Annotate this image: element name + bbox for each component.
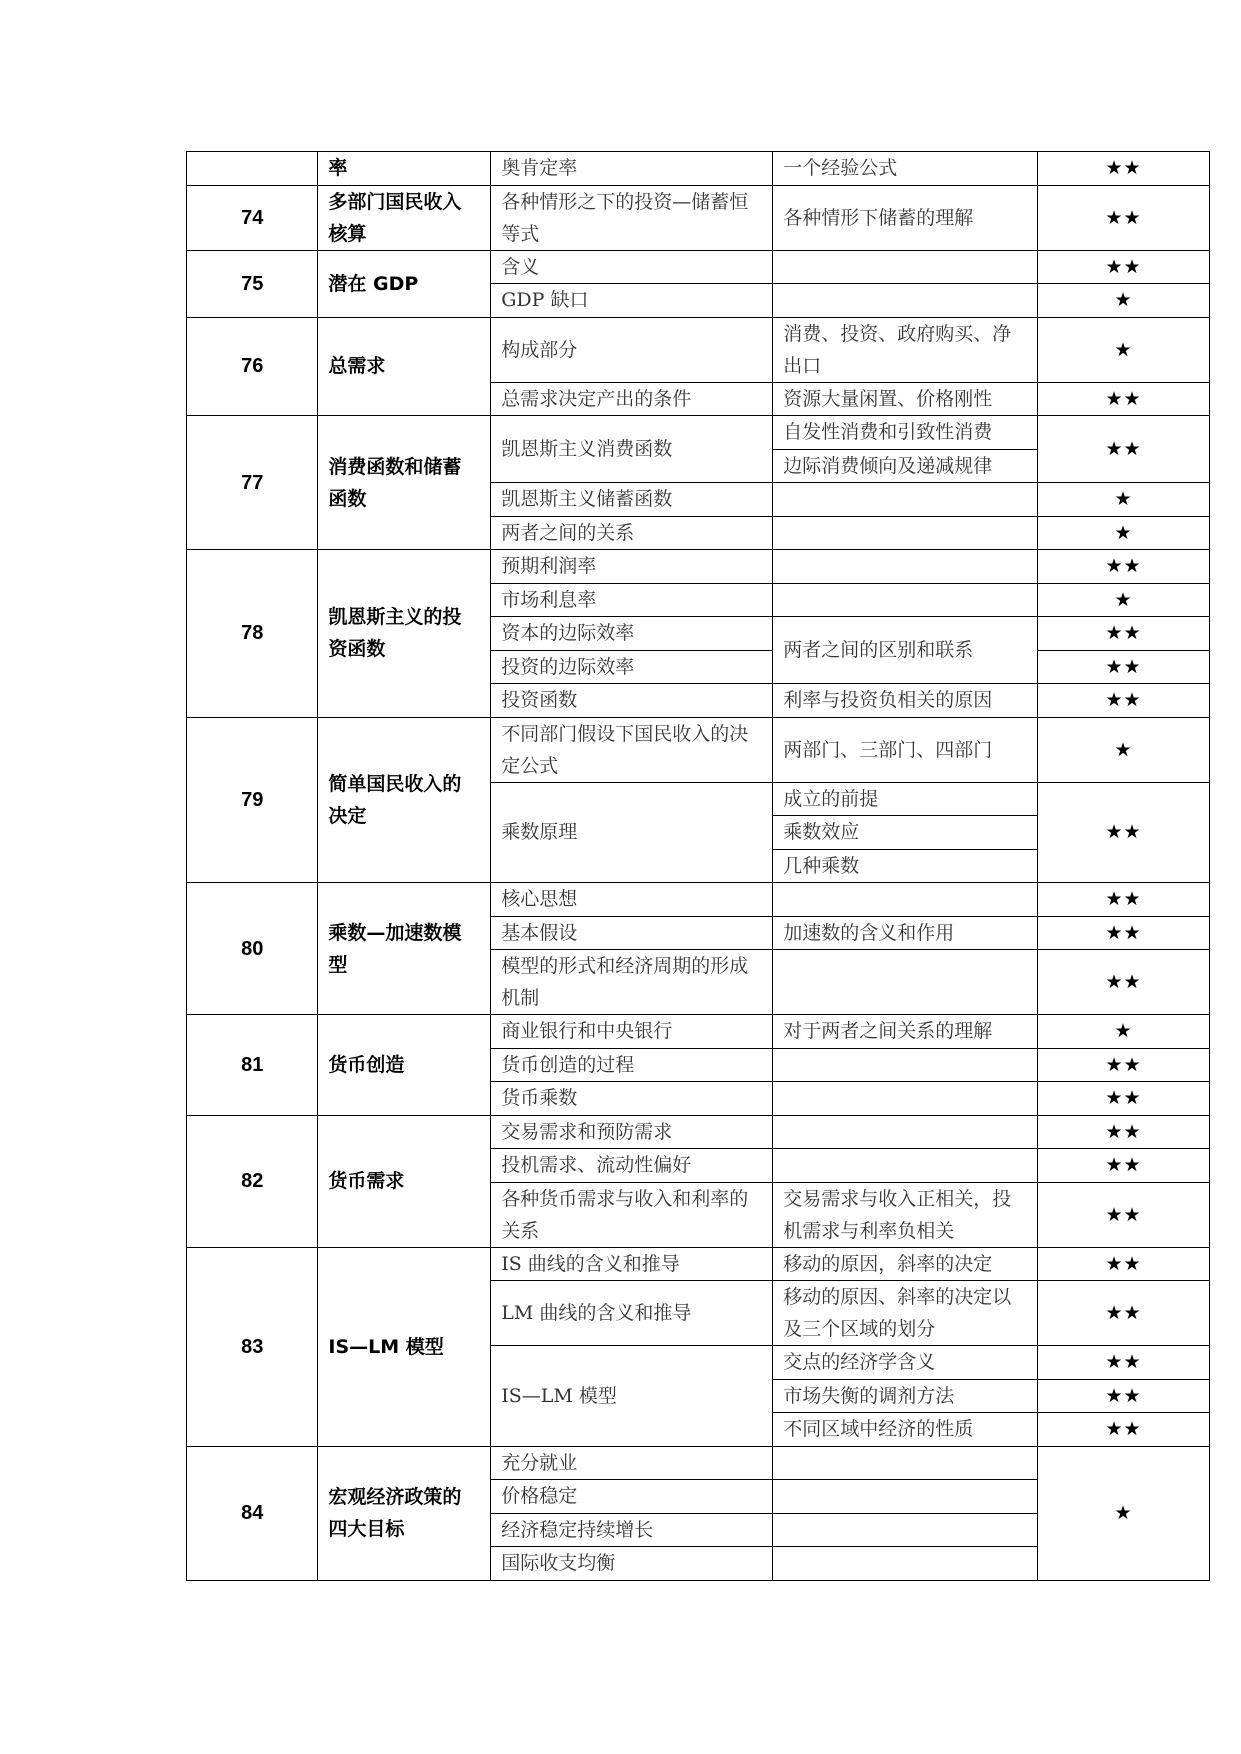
subtopic-cell: 商业银行和中央银行 bbox=[491, 1015, 773, 1049]
table-row bbox=[187, 250, 1210, 284]
subtopic-cell: 充分就业 bbox=[491, 1446, 773, 1480]
subtopic-cell: 奥肯定率 bbox=[491, 152, 773, 186]
importance-stars: ★ bbox=[1038, 516, 1210, 550]
subtopic-cell: 含义 bbox=[491, 250, 773, 284]
subtopic-cell: 交易需求和预防需求 bbox=[491, 1115, 773, 1149]
topic-cell: 货币需求 bbox=[318, 1115, 491, 1247]
table-row bbox=[187, 152, 1210, 186]
subtopic-cell: 总需求决定产出的条件 bbox=[491, 382, 773, 416]
subtopic-cell: 各种情形之下的投资—储蓄恒等式 bbox=[491, 185, 773, 250]
subtopic-cell: 凯恩斯主义消费函数 bbox=[491, 416, 773, 483]
row-number: 80 bbox=[187, 883, 318, 1015]
importance-stars: ★★ bbox=[1038, 1346, 1210, 1380]
importance-stars: ★★ bbox=[1038, 684, 1210, 718]
subtopic-cell: GDP 缺口 bbox=[491, 284, 773, 318]
importance-stars: ★★ bbox=[1038, 250, 1210, 284]
note-cell: 交易需求与收入正相关，投机需求与利率负相关 bbox=[773, 1182, 1038, 1247]
note-cell: 一个经验公式 bbox=[773, 152, 1038, 186]
importance-stars: ★★ bbox=[1038, 1379, 1210, 1413]
note-cell: 对于两者之间关系的理解 bbox=[773, 1015, 1038, 1049]
note-cell bbox=[773, 516, 1038, 550]
topic-cell: 多部门国民收入核算 bbox=[318, 185, 491, 250]
subtopic-cell: 货币创造的过程 bbox=[491, 1048, 773, 1082]
subtopic-cell: LM 曲线的含义和推导 bbox=[491, 1281, 773, 1346]
note-cell bbox=[773, 1513, 1038, 1547]
subtopic-cell: 两者之间的关系 bbox=[491, 516, 773, 550]
importance-stars: ★★ bbox=[1038, 185, 1210, 250]
note-cell: 各种情形下储蓄的理解 bbox=[773, 185, 1038, 250]
note-cell: 成立的前提 bbox=[773, 782, 1038, 816]
importance-stars: ★★ bbox=[1038, 1182, 1210, 1247]
table-row bbox=[187, 550, 1210, 584]
subtopic-cell: IS 曲线的含义和推导 bbox=[491, 1247, 773, 1281]
importance-stars: ★★ bbox=[1038, 1115, 1210, 1149]
topic-cell: 潜在 GDP bbox=[318, 250, 491, 317]
subtopic-cell: 预期利润率 bbox=[491, 550, 773, 584]
note-cell: 利率与投资负相关的原因 bbox=[773, 684, 1038, 718]
subtopic-cell: IS—LM 模型 bbox=[491, 1346, 773, 1447]
table-row bbox=[187, 1115, 1210, 1149]
importance-stars: ★★ bbox=[1038, 950, 1210, 1015]
topic-cell: 凯恩斯主义的投资函数 bbox=[318, 550, 491, 718]
note-cell bbox=[773, 883, 1038, 917]
note-cell: 乘数效应 bbox=[773, 816, 1038, 850]
importance-stars: ★★ bbox=[1038, 617, 1210, 651]
note-cell: 自发性消费和引致性消费 bbox=[773, 416, 1038, 450]
table-row bbox=[187, 1446, 1210, 1480]
importance-stars: ★★ bbox=[1038, 1281, 1210, 1346]
subtopic-cell: 核心思想 bbox=[491, 883, 773, 917]
importance-stars: ★ bbox=[1038, 317, 1210, 382]
topic-cell: 货币创造 bbox=[318, 1015, 491, 1116]
note-cell: 不同区域中经济的性质 bbox=[773, 1413, 1038, 1447]
note-cell: 边际消费倾向及递减规律 bbox=[773, 449, 1038, 483]
importance-stars: ★★ bbox=[1038, 1048, 1210, 1082]
note-cell: 两者之间的区别和联系 bbox=[773, 617, 1038, 684]
note-cell: 资源大量闲置、价格刚性 bbox=[773, 382, 1038, 416]
table-row bbox=[187, 1247, 1210, 1281]
note-cell: 移动的原因，斜率的决定 bbox=[773, 1247, 1038, 1281]
topic-cell: IS—LM 模型 bbox=[318, 1247, 491, 1446]
note-cell bbox=[773, 284, 1038, 318]
topic-cell: 率 bbox=[318, 152, 491, 186]
note-cell bbox=[773, 1082, 1038, 1116]
row-number: 82 bbox=[187, 1115, 318, 1247]
subtopic-cell: 凯恩斯主义储蓄函数 bbox=[491, 483, 773, 517]
note-cell bbox=[773, 1149, 1038, 1183]
note-cell: 几种乘数 bbox=[773, 849, 1038, 883]
importance-stars: ★ bbox=[1038, 483, 1210, 517]
importance-stars: ★★ bbox=[1038, 1413, 1210, 1447]
subtopic-cell: 各种货币需求与收入和利率的关系 bbox=[491, 1182, 773, 1247]
subtopic-cell: 资本的边际效率 bbox=[491, 617, 773, 651]
importance-stars: ★★ bbox=[1038, 782, 1210, 883]
row-number: 75 bbox=[187, 250, 318, 317]
topic-cell: 简单国民收入的决定 bbox=[318, 717, 491, 883]
row-number bbox=[187, 152, 318, 186]
importance-stars: ★★ bbox=[1038, 650, 1210, 684]
topic-cell: 总需求 bbox=[318, 317, 491, 416]
subtopic-cell: 价格稳定 bbox=[491, 1480, 773, 1514]
importance-stars: ★★ bbox=[1038, 883, 1210, 917]
importance-stars: ★★ bbox=[1038, 382, 1210, 416]
note-cell bbox=[773, 950, 1038, 1015]
table-row bbox=[187, 883, 1210, 917]
table-row bbox=[187, 416, 1210, 450]
importance-stars: ★ bbox=[1038, 1015, 1210, 1049]
note-cell bbox=[773, 1446, 1038, 1480]
importance-stars: ★★ bbox=[1038, 916, 1210, 950]
note-cell: 两部门、三部门、四部门 bbox=[773, 717, 1038, 782]
subtopic-cell: 经济稳定持续增长 bbox=[491, 1513, 773, 1547]
importance-stars: ★ bbox=[1038, 1446, 1210, 1580]
row-number: 78 bbox=[187, 550, 318, 718]
table-row bbox=[187, 1015, 1210, 1049]
note-cell bbox=[773, 1048, 1038, 1082]
subtopic-cell: 货币乘数 bbox=[491, 1082, 773, 1116]
note-cell: 加速数的含义和作用 bbox=[773, 916, 1038, 950]
subtopic-cell: 投资函数 bbox=[491, 684, 773, 718]
subtopic-cell: 基本假设 bbox=[491, 916, 773, 950]
row-number: 81 bbox=[187, 1015, 318, 1116]
note-cell bbox=[773, 583, 1038, 617]
importance-stars: ★★ bbox=[1038, 550, 1210, 584]
note-cell bbox=[773, 550, 1038, 584]
importance-stars: ★★ bbox=[1038, 1082, 1210, 1116]
knowledge-points-table bbox=[186, 151, 1210, 1581]
subtopic-cell: 市场利息率 bbox=[491, 583, 773, 617]
row-number: 79 bbox=[187, 717, 318, 883]
topic-cell: 乘数—加速数模型 bbox=[318, 883, 491, 1015]
subtopic-cell: 投资的边际效率 bbox=[491, 650, 773, 684]
subtopic-cell: 构成部分 bbox=[491, 317, 773, 382]
subtopic-cell: 不同部门假设下国民收入的决定公式 bbox=[491, 717, 773, 782]
importance-stars: ★★ bbox=[1038, 1149, 1210, 1183]
subtopic-cell: 乘数原理 bbox=[491, 782, 773, 883]
importance-stars: ★ bbox=[1038, 583, 1210, 617]
importance-stars: ★ bbox=[1038, 284, 1210, 318]
topic-cell: 宏观经济政策的四大目标 bbox=[318, 1446, 491, 1580]
note-cell bbox=[773, 250, 1038, 284]
note-cell bbox=[773, 1547, 1038, 1581]
note-cell bbox=[773, 1115, 1038, 1149]
row-number: 77 bbox=[187, 416, 318, 550]
row-number: 84 bbox=[187, 1446, 318, 1580]
note-cell bbox=[773, 483, 1038, 517]
subtopic-cell: 模型的形式和经济周期的形成机制 bbox=[491, 950, 773, 1015]
importance-stars: ★★ bbox=[1038, 416, 1210, 483]
row-number: 76 bbox=[187, 317, 318, 416]
note-cell: 交点的经济学含义 bbox=[773, 1346, 1038, 1380]
subtopic-cell: 投机需求、流动性偏好 bbox=[491, 1149, 773, 1183]
importance-stars: ★★ bbox=[1038, 152, 1210, 186]
note-cell bbox=[773, 1480, 1038, 1514]
row-number: 74 bbox=[187, 185, 318, 250]
note-cell: 消费、投资、政府购买、净出口 bbox=[773, 317, 1038, 382]
importance-stars: ★ bbox=[1038, 717, 1210, 782]
importance-stars: ★★ bbox=[1038, 1247, 1210, 1281]
row-number: 83 bbox=[187, 1247, 318, 1446]
topic-cell: 消费函数和储蓄函数 bbox=[318, 416, 491, 550]
note-cell: 市场失衡的调剂方法 bbox=[773, 1379, 1038, 1413]
note-cell: 移动的原因、斜率的决定以及三个区域的划分 bbox=[773, 1281, 1038, 1346]
subtopic-cell: 国际收支均衡 bbox=[491, 1547, 773, 1581]
